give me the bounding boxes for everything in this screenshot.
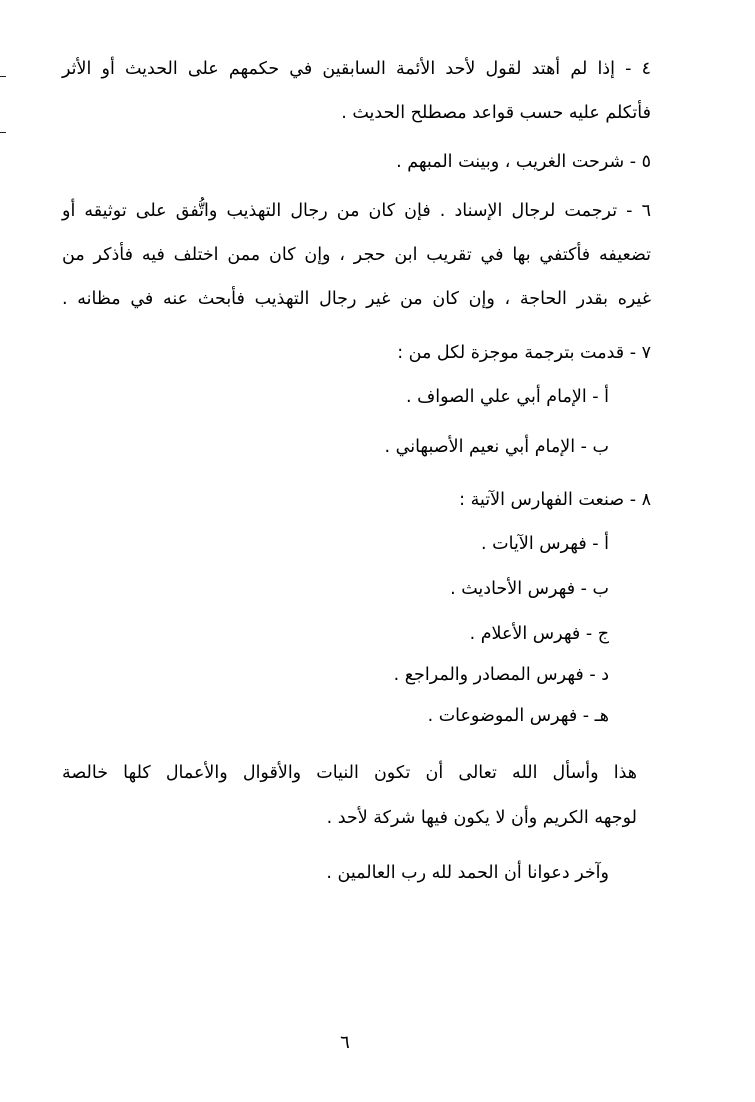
closing-line-1: هذا وأسأل الله تعالى أن تكون النيات والأقوال والأعمال كلها خالصة bbox=[62, 763, 637, 783]
item-8-b: ب - فهرس الأحاديث . bbox=[450, 579, 609, 599]
item-6-line-1: ٦ - ترجمت لرجال الإسناد . فإن كان من رجال التهذيب واتُّفق على توثيقه أو bbox=[62, 201, 651, 221]
item-4-line-2: فأتكلم عليه حسب قواعد مصطلح الحديث . bbox=[341, 103, 651, 123]
item-5: ٥ - شرحت الغريب ، وبينت المبهم . bbox=[396, 152, 651, 172]
item-7-a: أ - الإمام أبي علي الصواف . bbox=[405, 387, 609, 407]
item-6-line-3: غيره بقدر الحاجة ، وإن كان من غير رجال التهذيب فأبحث عنه في مظانه . bbox=[62, 289, 651, 309]
item-4-line-1: ٤ - إذا لم أهتد لقول لأحد الأئمة السابقين في حكمهم على الحديث أو الأثر bbox=[62, 59, 651, 79]
item-8-e: هـ - فهرس الموضوعات . bbox=[427, 706, 609, 726]
item-8-d: د - فهرس المصادر والمراجع . bbox=[393, 665, 609, 685]
item-8-a: أ - فهرس الآيات . bbox=[481, 534, 609, 554]
item-7-b: ب - الإمام أبي نعيم الأصبهاني . bbox=[384, 437, 609, 457]
closing-line-2: لوجهه الكريم وأن لا يكون فيها شركة لأحد . bbox=[326, 808, 637, 828]
margin-mark bbox=[0, 76, 6, 77]
item-7: ٧ - قدمت بترجمة موجزة لكل من : bbox=[397, 343, 651, 363]
page-number: ٦ bbox=[340, 1032, 350, 1053]
margin-mark bbox=[0, 132, 6, 133]
item-6-line-2: تضعيفه فأكتفي بها في تقريب ابن حجر ، وإن كان ممن اختلف فيه فأذكر من bbox=[62, 245, 651, 265]
closing-prayer: وآخر دعوانا أن الحمد لله رب العالمين . bbox=[326, 863, 609, 883]
item-8: ٨ - صنعت الفهارس الآتية : bbox=[459, 490, 651, 510]
item-8-c: ج - فهرس الأعلام . bbox=[469, 624, 609, 644]
